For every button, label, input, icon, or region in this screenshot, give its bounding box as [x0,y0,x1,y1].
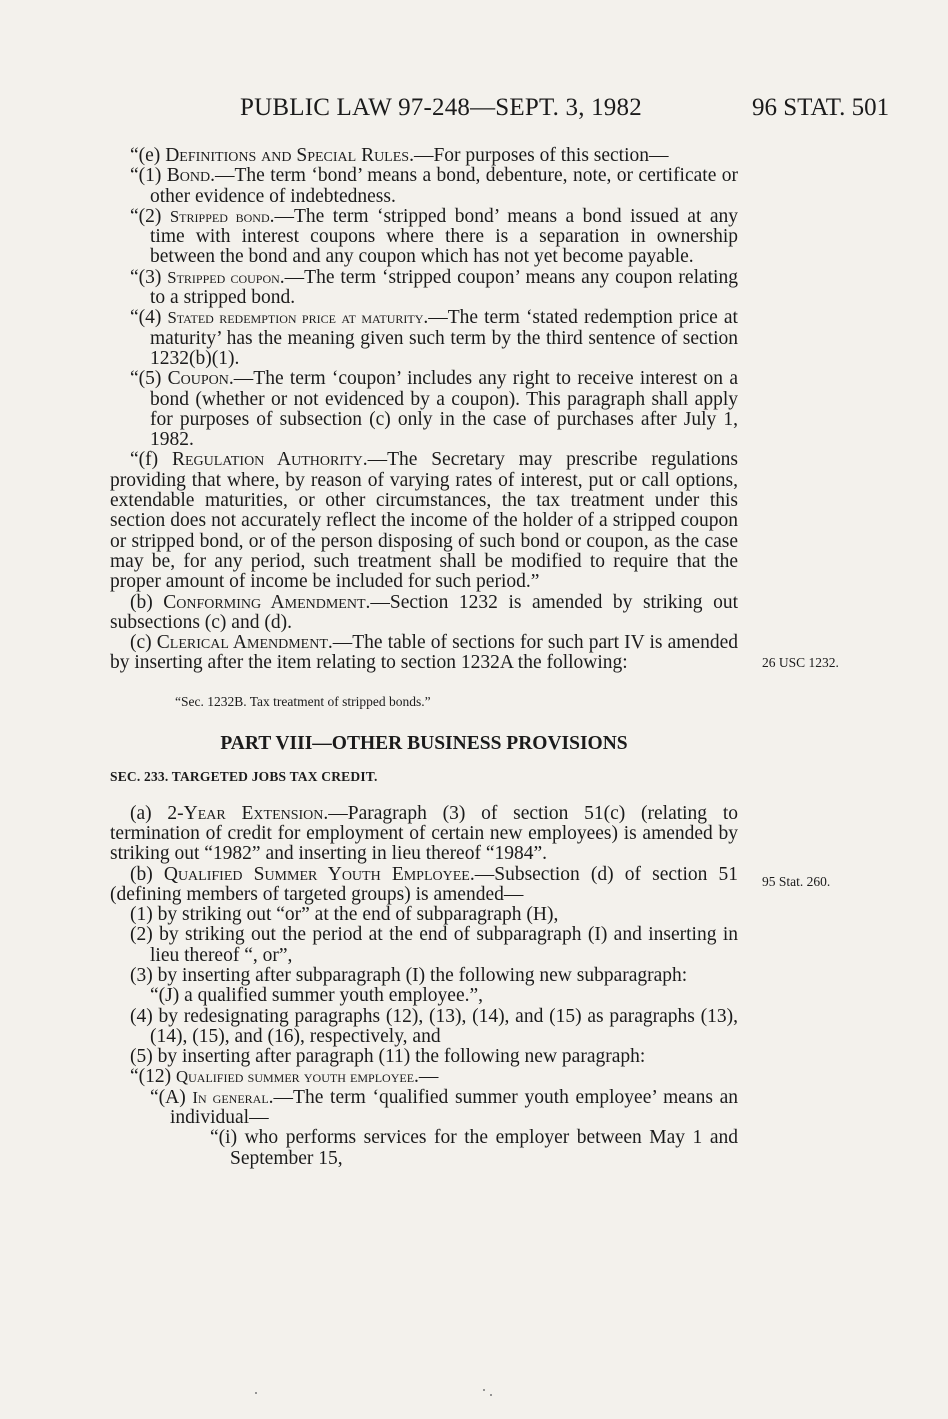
clause-2: (2) by striking out the period at the end of subparagraph (I) and inserting in lieu thereof “, or”, [130,924,738,966]
table-of-sections-item: “Sec. 1232B. Tax treatment of stripped bonds.” [175,693,431,709]
body-text [110,146,738,1169]
subsection-b-conforming: (b) Conforming Amendment.—Section 1232 is amended by striking out subsections (c) and (d). [110,591,738,633]
clause-1: (1) by striking out “or” at the end of subparagraph (H), [130,904,559,926]
clause-12a-i: “(i) who performs services for the employer between May 1 and September 15, [210,1127,738,1169]
section-heading: SEC. 233. TARGETED JOBS TAX CREDIT. [110,769,378,785]
page-speck [483,1389,485,1391]
subsection-a-extension: (a) 2-Year Extension.—Paragraph (3) of section 51(c) (relating to termination of credit for employment of certain new employees) is amended by striking out “1982” and inserting in lieu thereof “1984”. [110,802,738,865]
margin-note-usc: 26 USC 1232. [762,655,839,670]
margin-note-stat: 95 Stat. 260. [762,874,831,889]
running-header-title: PUBLIC LAW 97-248—SEPT. 3, 1982 [240,94,642,121]
clause-4: (4) by redesignating paragraphs (12), (13), (14), and (15) as paragraphs (13), (14), (15), and (16), respectively, and [130,1005,738,1047]
paragraph-e5: “(5) Coupon.—The term ‘coupon’ includes any right to receive interest on a bond (whether or not evidenced by a coupon). This paragraph shall apply for purposes of subsection (c) only in the case of purchases after July 1, 1982. [130,368,738,451]
quoted-subparagraph-j: “(J) a qualified summer youth employee.”, [150,985,484,1007]
running-header-stat-page: 96 STAT. 501 [752,94,890,121]
page-speck [490,1394,492,1396]
paragraph-e3: “(3) Stripped coupon.—The term ‘stripped coupon’ means any coupon relating to a stripped bond. [130,266,738,309]
paragraph-e1: “(1) Bond.—The term ‘bond’ means a bond, debenture, note, or certificate or other evidence of indebtedness. [130,165,738,207]
paragraph-e4: “(4) Stated redemption price at maturity.—The term ‘stated redemption price at maturity’ has the meaning given such term by the third sentence of section 1232(b)(1). [130,307,738,369]
subsection-e: “(e) Definitions and Special Rules.—For purposes of this section— [130,145,669,166]
subsection-f: “(f) Regulation Authority.—The Secretary may prescribe regulations providing that where, by reason of varying rates of interest, put or call options, extendable maturities, or other circumstances, the tax treatment under this section does not accurately reflect the income of the holder of a stripped coupon or stripped bond, or of the person disposing of such bond or coupon, as the case may be, for any period, such treatment shall be modified to require that the proper amount of income be included for such period.” [110,449,738,593]
subsection-c-clerical: (c) Clerical Amendment.—The table of sections for such part IV is amended by inserting after the item relating to section 1232A the following: [110,632,738,674]
part-heading: PART VIII—OTHER BUSINESS PROVISIONS [220,733,628,755]
page-speck [255,1392,257,1394]
paragraph-e2: “(2) Stripped bond.—The term ‘stripped bond’ means a bond issued at any time with interest coupons where there is a separation in ownership between the bond and any coupon which has not yet become payable. [130,205,738,268]
clause-3: (3) by inserting after subparagraph (I) the following new subparagraph: [130,964,688,986]
subsection-b-summer-youth: (b) Qualified Summer Youth Employee.—Subsection (d) of section 51 (defining members of targeted groups) is amended— [110,863,738,905]
paragraph-12: “(12) Qualified summer youth employee.— [130,1066,439,1088]
subparagraph-12a: “(A) In general.—The term ‘qualified summer youth employee’ means an individual— [150,1086,738,1129]
clause-5: (5) by inserting after paragraph (11) the following new paragraph: [130,1046,646,1068]
